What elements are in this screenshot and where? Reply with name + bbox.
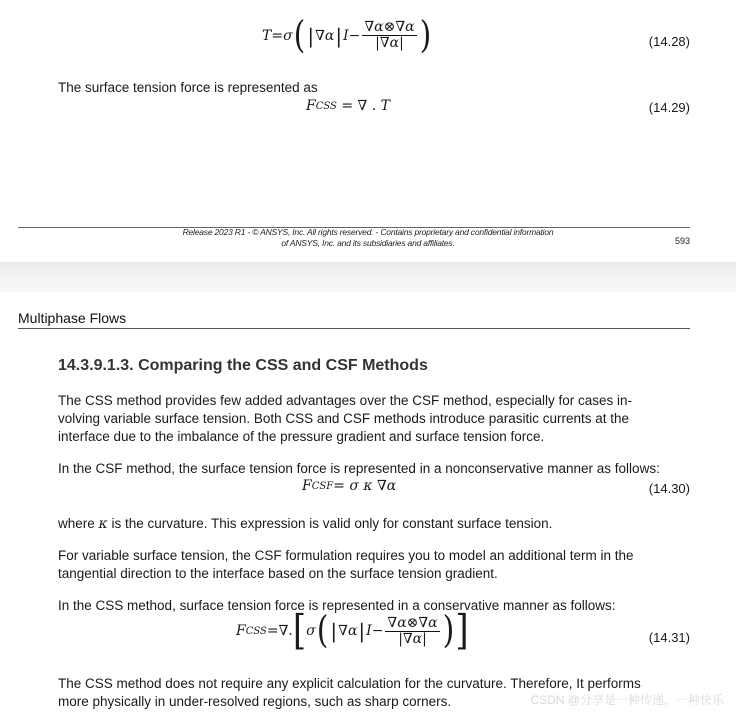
footer-copyright: Release 2023 R1 - © ANSYS, Inc. All rights reserved. - Contains proprietary and confidential information of ANSYS, Inc. and its subsidiaries and affiliates. xyxy=(182,227,554,248)
equation-14-29: F CSS = ∇ . T xyxy=(306,98,391,114)
equation-number: (14.29) xyxy=(648,100,690,115)
section-title: 14.3.9.1.3. Comparing the CSS and CSF Methods xyxy=(58,357,428,374)
watermark: CSDN @分享是一种传递，一种快乐 xyxy=(530,693,724,707)
paragraph: In the CSF method, the surface tension force is represented in a nonconservative manner as follows: xyxy=(58,461,660,476)
current-page xyxy=(0,292,736,712)
paragraph: In the CSS method, surface tension force is represented in a conservative manner as follows: xyxy=(58,598,616,613)
paragraph: The CSS method provides few added advantages over the CSF method, especially for cases in- volving variable surface tension. Both CSS and CSF methods introduce parasitic currents at the interface due to the imbalance of the pressure gradient and surface tension force. xyxy=(58,393,633,444)
page-number: 593 xyxy=(674,236,690,246)
equation-14-31: F CSS =∇. [ σ ( | ∇α | I − $\frac{\nabla\alpha\otimes\nabla\alpha}{|\nabla\alpha|}$ ) ] xyxy=(236,607,469,655)
paragraph: The surface tension force is represented as xyxy=(58,80,318,95)
equation-number: (14.31) xyxy=(648,630,690,645)
running-header: Multiphase Flows xyxy=(18,310,127,326)
header-rule xyxy=(18,328,690,329)
equation-14-28: T = σ ( | ∇α | I − $\frac{\nabla\alpha\otimes\nabla\alpha}{|\nabla\alpha|}$ ) xyxy=(262,13,432,57)
equation-14-30: F CSF = σ κ ∇α xyxy=(302,478,397,494)
equation-number: (14.28) xyxy=(648,34,690,49)
paragraph: For variable surface tension, the CSF formulation requires you to model an additional term in the tangential direction to the interface based on the surface tension gradient. xyxy=(58,548,634,581)
page-separator xyxy=(0,262,736,292)
equation-number: (14.30) xyxy=(648,481,690,496)
paragraph: where κ is the curvature. This expression is valid only for constant surface tension. xyxy=(58,516,553,532)
paragraph: The CSS method does not require any explicit calculation for the curvature. Therefore, It performs more physically in under-resolved regions, such as sharp corners. xyxy=(58,676,641,709)
